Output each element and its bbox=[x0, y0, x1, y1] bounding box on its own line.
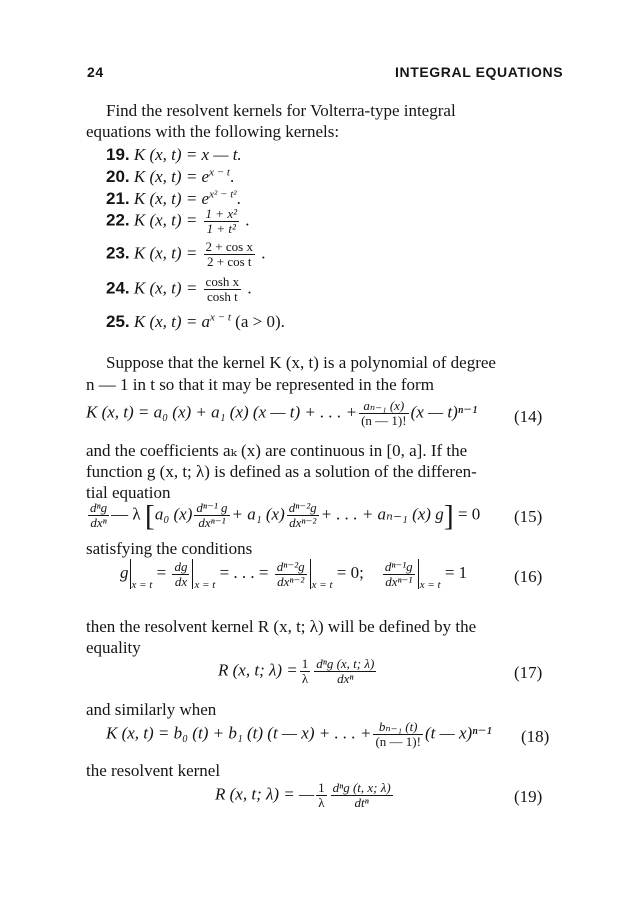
para4-line-1: then the resolvent kernel R (x, t; λ) will be defined by the bbox=[86, 617, 477, 636]
problem-23: 23. K (x, t) = $\frac{\text{2 + cos x}}{\text{2 + cos t}}$ . bbox=[106, 239, 266, 269]
problem-24: 24. K (x, t) = $\frac{\text{cosh x}}{\text{cosh t}}$ . bbox=[106, 274, 252, 304]
para2-line-1: and the coefficients aₖ (x) are continuous in [0, a]. If the bbox=[86, 441, 468, 460]
para6-line-1: the resolvent kernel bbox=[86, 761, 221, 780]
para1-line-2: n — 1 in t so that it may be represented in the form bbox=[86, 375, 434, 394]
para2-line-3: tial equation bbox=[86, 483, 171, 502]
para2-line-2: function g (x, t; λ) is defined as a solution of the differen- bbox=[86, 462, 477, 481]
problem-21: 21. K (x, $t) = e^{x^2 - t^2}$. bbox=[106, 188, 241, 208]
para3-line-1: satisfying the conditions bbox=[86, 539, 253, 558]
intro-line-1: Find the resolvent kernels for Volterra-type integral bbox=[106, 101, 456, 120]
equation-15-label: (15) bbox=[514, 507, 543, 526]
problem-22: 22. K (x, t) = $\frac{\text{1 + x²}}{\text{1 + t²}}$ . bbox=[106, 206, 250, 236]
equation-19-label: (19) bbox=[514, 787, 543, 806]
para4-line-2: equality bbox=[86, 638, 141, 657]
equation-18: K (x, t) = b₀ (t) + b₁ (t) (t — x) + . . . + $\frac{\text{bₙ₋₁ (t)}}{(n — 1)!}$ (t — x)ⁿ⁻¹ bbox=[106, 719, 492, 749]
equation-14-label: (14) bbox=[514, 407, 543, 426]
problem-20: 20. K (x, $t) = e^{x - t}$. bbox=[106, 166, 235, 186]
para5-line-1: and similarly when bbox=[86, 700, 217, 719]
equation-16: $g_{x = t}$ = $\frac{dg}{dx}$ $_{x = t}$ = . . . = $\frac{\text{dⁿ⁻²g}}{\text{dxⁿ⁻²}}$ $_{x = t}$ = 0; $\frac{\text{dⁿ⁻¹g}}{\text{dxⁿ⁻¹}}$ $_{x = t}$ = 1 bbox=[120, 558, 468, 591]
intro-line-2: equations with the following kernels: bbox=[86, 122, 340, 141]
page-number: 24 bbox=[87, 64, 104, 80]
equation-16-label: (16) bbox=[514, 567, 543, 586]
equation-15: $\frac{\text{dⁿg}}{\text{dxⁿ}}$ — λ [a₀ (x) $\frac{\text{dⁿ⁻¹ g}}{\text{dxⁿ⁻¹}}$ + a₁ (x) $\frac{\text{dⁿ⁻²g}}{\text{dxⁿ⁻²}}$ + . . . + aₙ₋₁ (x) g] = 0 bbox=[90, 499, 481, 533]
running-title: INTEGRAL EQUATIONS bbox=[395, 64, 564, 80]
equation-19: R (x, t; λ) = — $\frac{1}{\lambda}$ $\frac{\text{dⁿg (t, x; λ)}}{\text{dtⁿ}}$ bbox=[215, 780, 391, 810]
problem-25: 25. K (x, $t) = a^{x - t}$ (a > 0). bbox=[106, 311, 285, 331]
equation-18-label: (18) bbox=[521, 727, 550, 746]
problem-19: 19. K (x, t) = x — t. bbox=[106, 145, 242, 164]
equation-14: K (x, t) = a₀ (x) + a₁ (x) (x — t) + . . . + $\frac{\text{aₙ₋₁ (x)}}{(n — 1)!}$ (x — t)ⁿ⁻¹ bbox=[86, 398, 478, 428]
equation-17-label: (17) bbox=[514, 663, 543, 682]
para1-line-1: Suppose that the kernel K (x, t) is a polynomial of degree bbox=[106, 353, 496, 372]
equation-17: R (x, t; λ) = $\frac{1}{\lambda}$ $\frac{\text{dⁿg (x, t; λ)}}{\text{dxⁿ}}$ bbox=[218, 656, 375, 686]
